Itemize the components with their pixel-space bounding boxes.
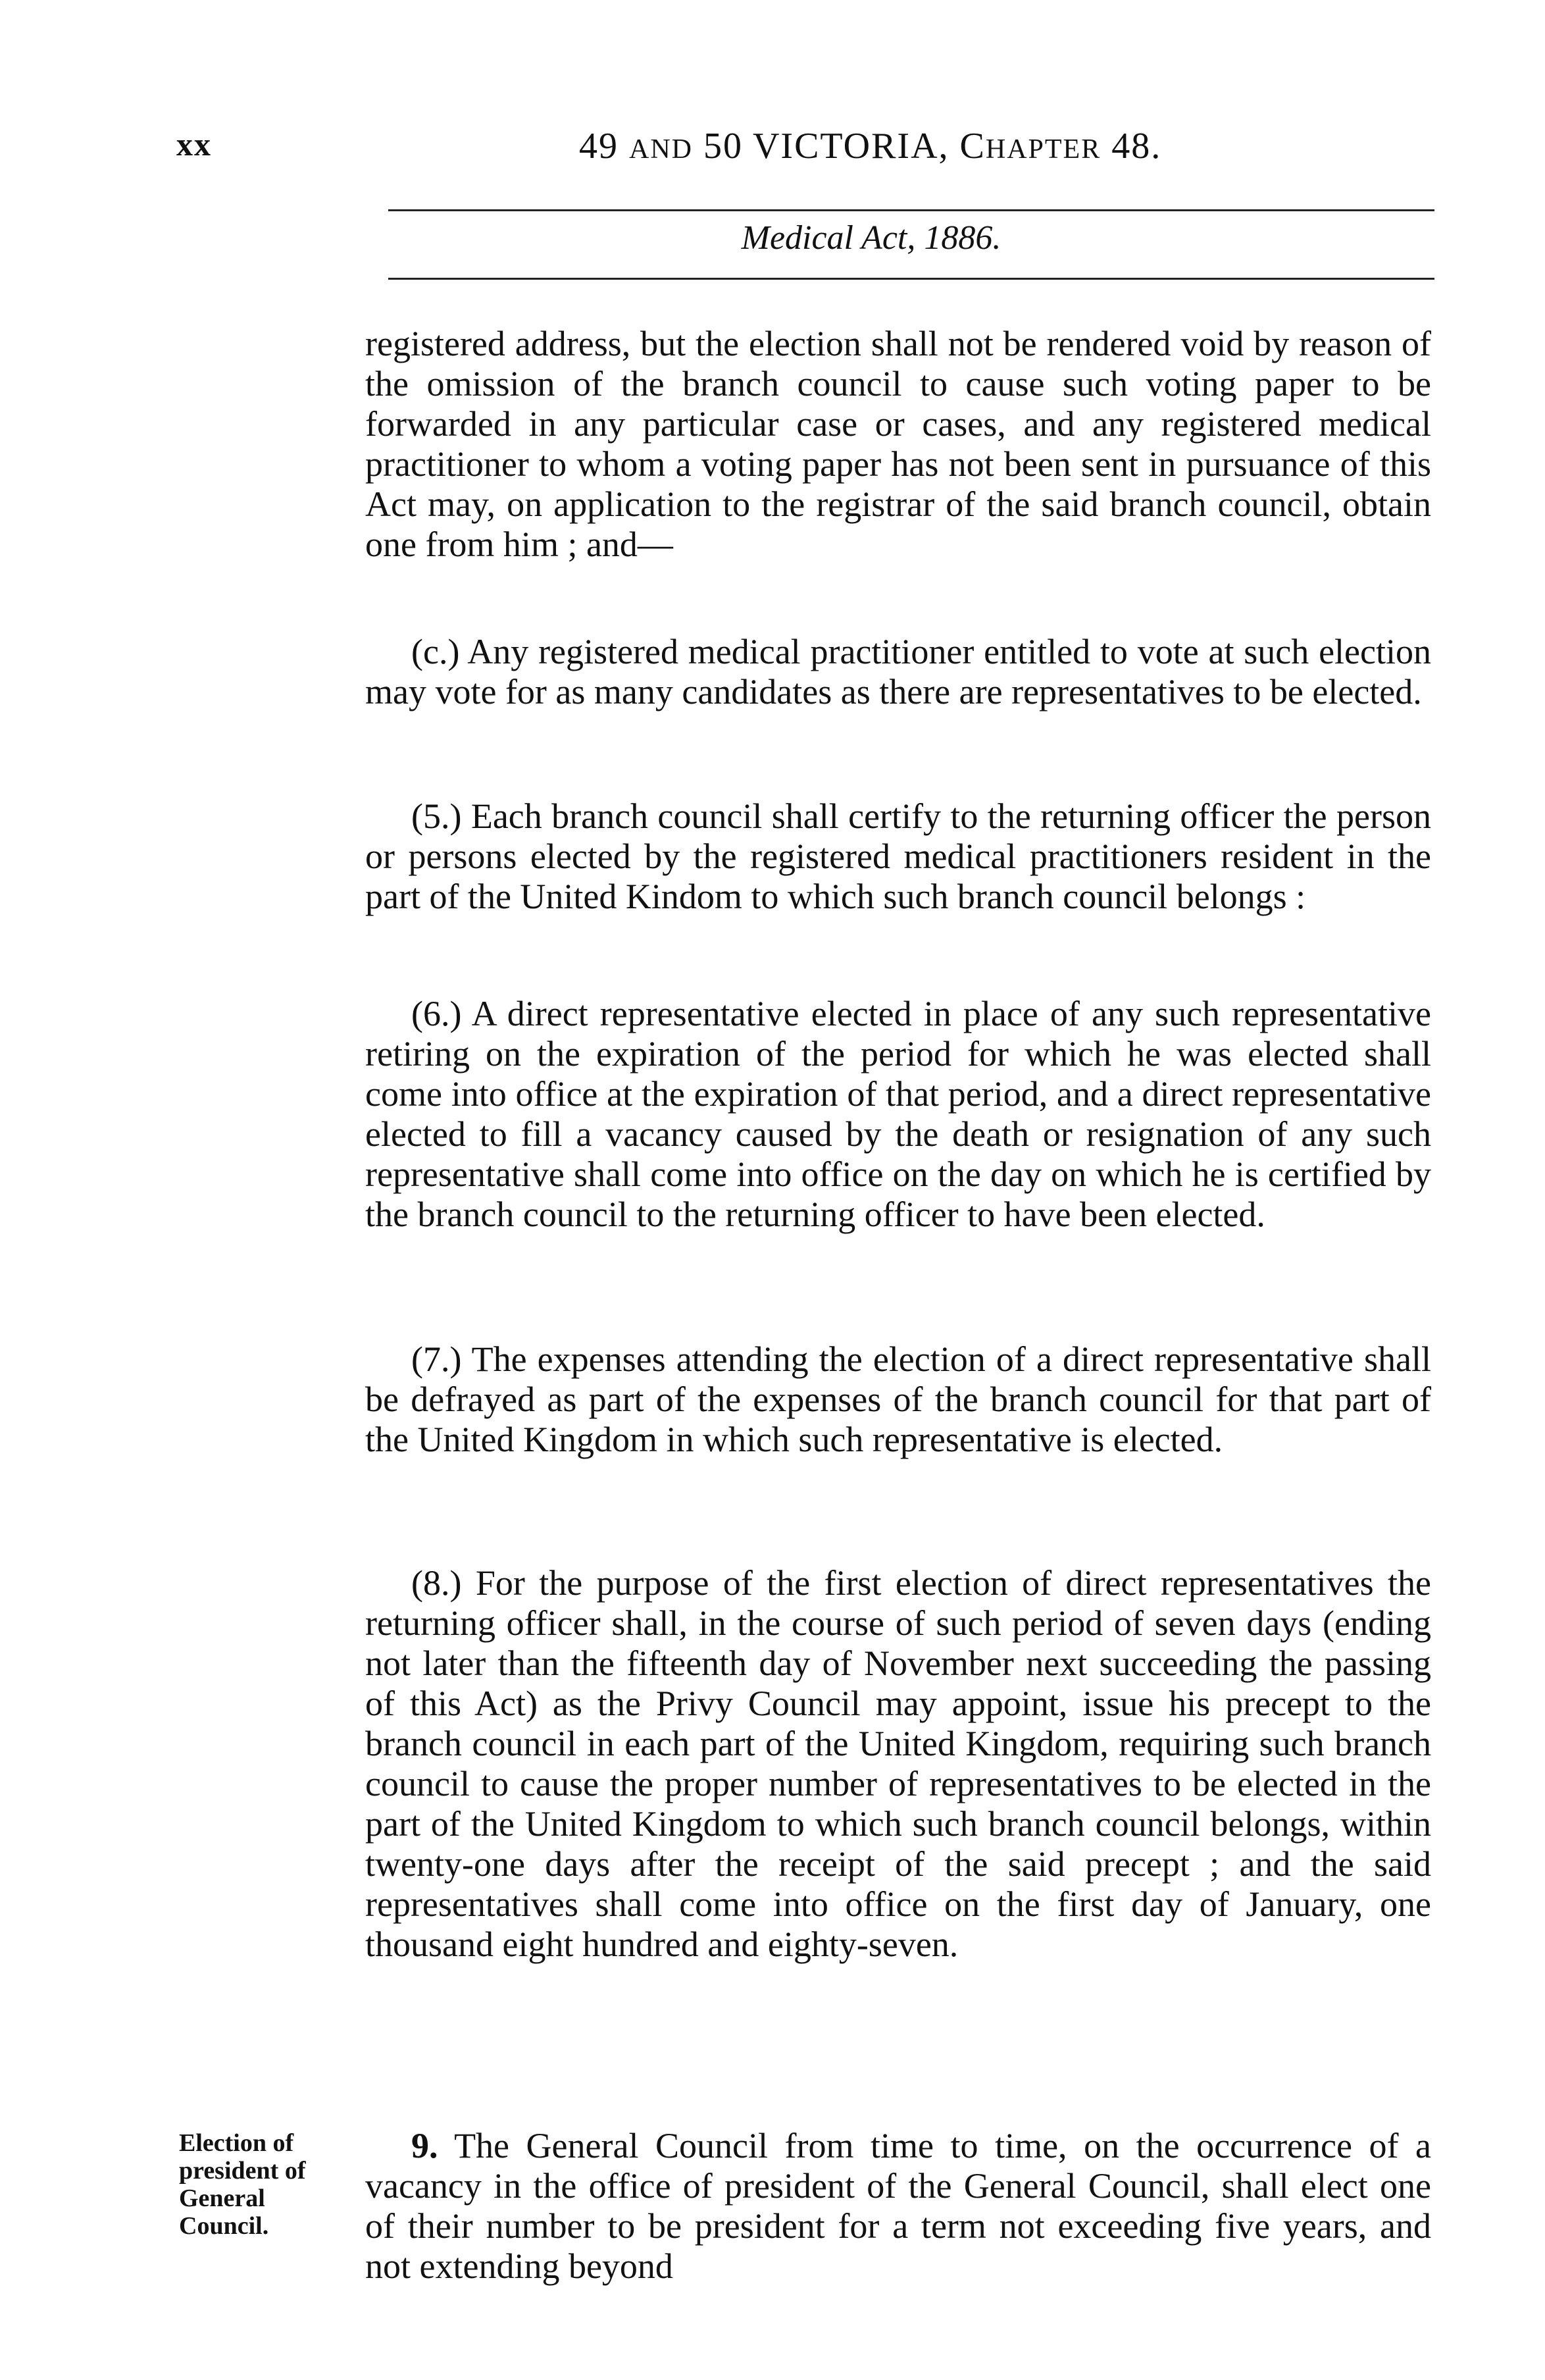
margin-note-line: president of <box>179 2157 306 2185</box>
section-9 <box>365 2126 1431 2287</box>
paragraph-6 <box>365 994 1431 1235</box>
margin-note-election-of-president <box>179 2129 357 2240</box>
section-9-text: The General Council from time to time, on the occurrence of a vacancy in the office of president of the General Council, shall elect one of their number to be president for a term not exceeding five years, and not extending beyond <box>365 2126 1431 2286</box>
paragraph-text: (8.) For the purpose of the first election of direct representatives the returning officer shall, in the course of such period of seven days (ending not later than the fifteenth day of November next succeeding the passing of this Act) as the Privy Council may appoint, issue his precept to the branch council in each part of the United Kingdom, requiring such branch council to cause the proper number of representatives to be elected in the part of the United Kingdom to which such branch council belongs, within twenty-one days after the receipt of the said precept ; and the said representatives shall come into office on the first day of January, one thousand eight hundred and eighty-seven. <box>365 1563 1431 1964</box>
header-rule-bottom <box>388 278 1434 280</box>
page-folio: xx <box>176 126 212 163</box>
paragraph-text <box>365 2126 1431 2287</box>
running-head <box>579 125 1161 167</box>
paragraph-text: (6.) A direct representative elected in place of any such representative retiring on the expiration of the period for which he was elected shall come into office at the expiration of that period, and a direct representative elected to fill a vacancy caused by the death or resignation of any such representative shall come into office on the day on which he is certified by the branch council to the returning officer to have been elected. <box>365 994 1431 1234</box>
paragraph-text: (7.) The expenses attending the election of a direct representative shall be defrayed as part of the expenses of the branch council for that part of the United Kingdom in which such representative is elected. <box>365 1339 1431 1459</box>
running-head-pre: 49 <box>579 126 629 167</box>
paragraph-8 <box>365 1563 1431 1965</box>
running-head-mid: 50 VICTORIA, C <box>693 126 986 167</box>
section-number: 9. <box>411 2126 438 2165</box>
paragraph-c <box>365 632 1431 712</box>
margin-note-line: Council. <box>179 2212 269 2240</box>
running-head-chapter: HAPTER <box>985 134 1102 165</box>
paragraph-text: (c.) Any registered medical practitioner entitled to vote at such election may vote for as many candidates as there are representatives to be elected. <box>365 632 1431 711</box>
paragraph-7 <box>365 1339 1431 1460</box>
running-head-and: AND <box>629 134 693 165</box>
paragraph-text: (5.) Each branch council shall certify to the returning officer the person or persons elected by the registered medical practitioners resident in the part of the United Kindom to which such branch council belongs : <box>365 796 1431 916</box>
paragraph-text: registered address, but the election shall not be rendered void by reason of the omission of the branch council to cause such voting paper to be forwarded in any particular case or cases, and any registered medical practitioner to whom a voting paper has not been sent in pursuance of this Act may, on application to the registrar of the said branch council, obtain one from him ; and— <box>365 324 1431 564</box>
margin-note-line: Election of <box>179 2129 294 2157</box>
margin-note-line: General <box>179 2185 265 2212</box>
header-rule-top <box>388 209 1434 211</box>
running-head-post: 48. <box>1101 126 1162 167</box>
paragraph-5 <box>365 796 1431 917</box>
act-subtitle: Medical Act, 1886. <box>741 219 1001 257</box>
paragraph-registered-address <box>365 324 1431 565</box>
